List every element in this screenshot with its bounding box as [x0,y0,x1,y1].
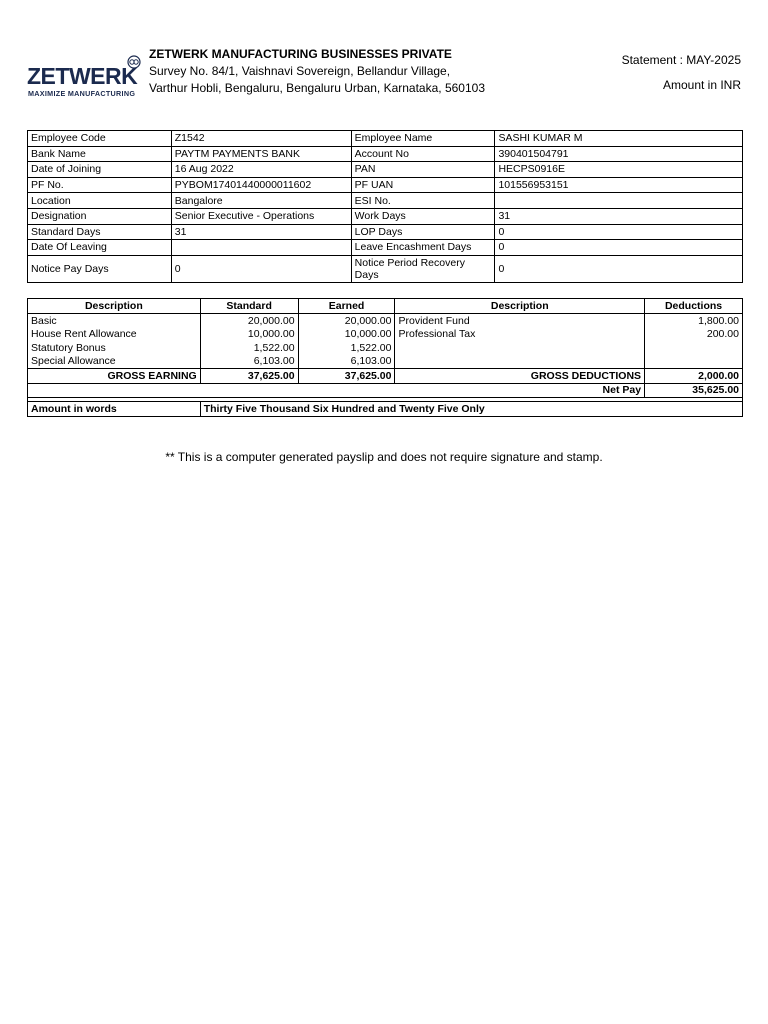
info-value: 0 [495,240,743,256]
deduction-amount: 1,800.00 [645,314,743,328]
table-row [28,255,743,282]
table-row [28,314,743,328]
info-label: Designation [28,208,172,224]
info-label: Date of Joining [28,162,172,178]
info-label: Account No [351,146,495,162]
info-value: PYBOM17401440000011602 [171,177,351,193]
info-label: Date Of Leaving [28,240,172,256]
deduction-amount [645,355,743,369]
info-value: Z1542 [171,131,351,147]
currency-note: Amount in INR [662,78,741,92]
info-label: LOP Days [351,224,495,240]
deduction-description: Provident Fund [395,314,645,328]
column-header: Earned [298,299,395,314]
info-label: ESI No. [351,193,495,209]
info-label: Employee Name [351,131,495,147]
company-name: ZETWERK MANUFACTURING BUSINESSES PRIVATE [149,47,452,61]
earning-earned: 20,000.00 [298,314,395,328]
gross-deductions-total: 2,000.00 [645,369,743,384]
earning-description: Basic [28,314,201,328]
amount-words-label: Amount in words [28,402,201,417]
info-label: Work Days [351,208,495,224]
column-header: Description [28,299,201,314]
info-value: 0 [495,255,743,282]
info-label: Location [28,193,172,209]
info-value: PAYTM PAYMENTS BANK [171,146,351,162]
logo-wordmark: ZETWERK [27,63,138,89]
statement-period: Statement : MAY-2025 [621,53,741,67]
info-value [171,240,351,256]
earning-description: House Rent Allowance [28,328,201,342]
info-value [495,193,743,209]
earning-standard: 10,000.00 [200,328,298,342]
info-value: SASHI KUMAR M [495,131,743,147]
info-label: Standard Days [28,224,172,240]
earnings-deductions-table [27,298,743,417]
deduction-amount: 200.00 [645,328,743,342]
gross-row [28,369,743,384]
gross-deductions-label: GROSS DEDUCTIONS [395,369,645,384]
info-value: Bangalore [171,193,351,209]
company-address-line1: Survey No. 84/1, Vaishnavi Sovereign, Bellandur Village, [149,64,451,78]
info-label: Notice Period Recovery Days [351,255,495,282]
table-row [28,224,743,240]
table-header-row [28,299,743,314]
earning-earned: 10,000.00 [298,328,395,342]
deduction-description [395,355,645,369]
info-label: PF No. [28,177,172,193]
table-row [28,131,743,147]
table-row [28,341,743,355]
column-header: Deductions [645,299,743,314]
amount-words-row [28,402,743,417]
info-label: Employee Code [28,131,172,147]
table-row [28,146,743,162]
info-value: 390401504791 [495,146,743,162]
net-pay-value: 35,625.00 [645,383,743,398]
earning-standard: 1,522.00 [200,341,298,355]
net-pay-row [28,383,743,398]
info-value: 31 [495,208,743,224]
info-value: Senior Executive - Operations [171,208,351,224]
info-value: HECPS0916E [495,162,743,178]
column-header: Description [395,299,645,314]
deduction-amount [645,341,743,355]
net-pay-label: Net Pay [28,383,645,398]
table-row [28,328,743,342]
company-logo [27,55,139,99]
gross-earning-label: GROSS EARNING [28,369,201,384]
table-row [28,177,743,193]
earning-earned: 6,103.00 [298,355,395,369]
info-value: 16 Aug 2022 [171,162,351,178]
info-value: 101556953151 [495,177,743,193]
gross-earned-total: 37,625.00 [298,369,395,384]
info-label: PF UAN [351,177,495,193]
company-header [149,46,485,97]
table-row [28,355,743,369]
info-value: 0 [171,255,351,282]
info-label: Notice Pay Days [28,255,172,282]
table-row [28,162,743,178]
info-label: PAN [351,162,495,178]
column-header: Standard [200,299,298,314]
deduction-description: Professional Tax [395,328,645,342]
table-row [28,193,743,209]
earning-description: Special Allowance [28,355,201,369]
earning-description: Statutory Bonus [28,341,201,355]
earning-standard: 20,000.00 [200,314,298,328]
employee-info-table [27,130,743,283]
deduction-description [395,341,645,355]
statement-info [622,52,741,94]
footer-note: ** This is a computer generated payslip and does not require signature and stamp. [165,450,603,464]
earning-standard: 6,103.00 [200,355,298,369]
table-row [28,240,743,256]
logo-tagline: MAXIMIZE MANUFACTURING [28,89,136,98]
table-row [28,208,743,224]
company-address-line2: Varthur Hobli, Bengaluru, Bengaluru Urban, Karnataka, 560103 [149,81,485,95]
gross-standard-total: 37,625.00 [200,369,298,384]
info-value: 31 [171,224,351,240]
info-label: Bank Name [28,146,172,162]
info-label: Leave Encashment Days [351,240,495,256]
earning-earned: 1,522.00 [298,341,395,355]
info-value: 0 [495,224,743,240]
amount-words-value: Thirty Five Thousand Six Hundred and Twenty Five Only [200,402,742,417]
